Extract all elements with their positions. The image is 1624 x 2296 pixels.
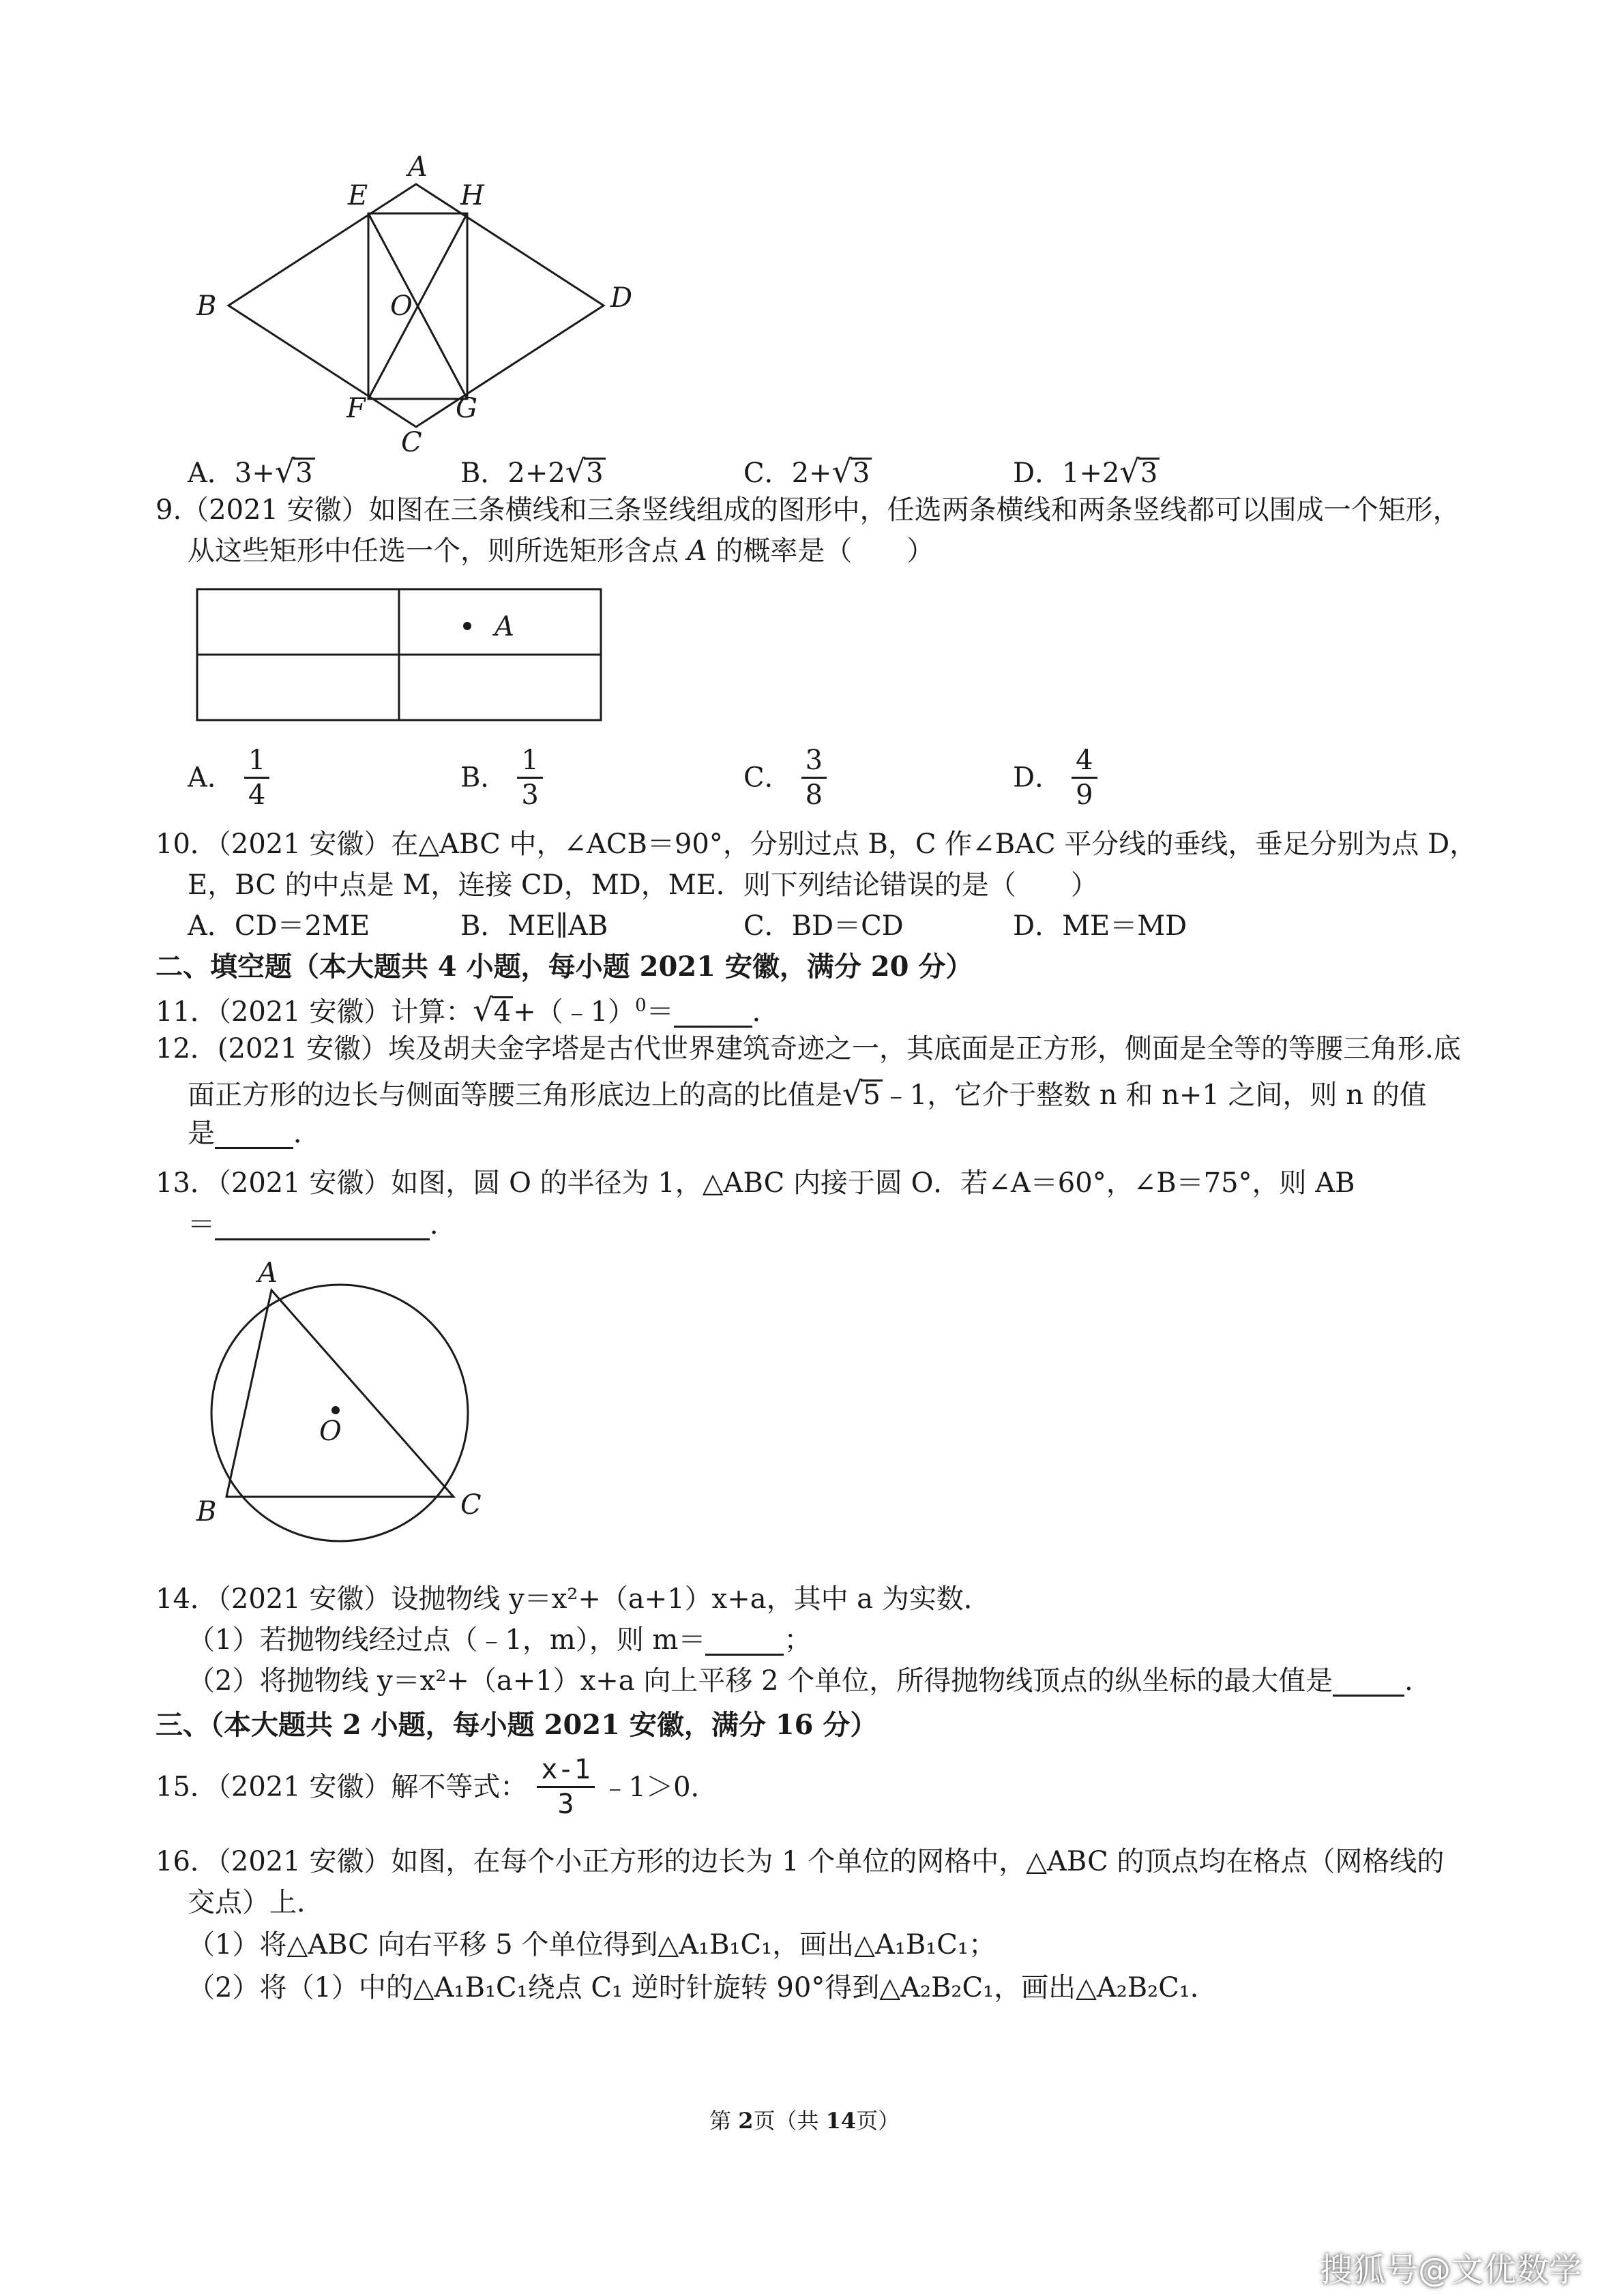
label-D: D — [610, 282, 633, 314]
q10-option-c: C．BD＝CD — [743, 910, 904, 942]
q12-stem-line1: 12．(2021 安徽）埃及胡夫金字塔是古代世界建筑奇迹之一，其底面是正方形，侧面是全等的等腰三角形.底 — [156, 1033, 1461, 1064]
q8-option-d: D．1+2√3 — [1013, 456, 1160, 487]
rhombus-figure — [184, 151, 675, 458]
q16-stem-line2: 交点）上． — [188, 1887, 324, 1918]
q9-option-b: B． $\frac{1}{3}$ — [460, 747, 543, 809]
q16-part2: （2）将（1）中的△A₁B₁C₁绕点 C₁ 逆时针旋转 90°得到△A₂B₂C₁，画出△A₂B₂C₁． — [188, 1972, 1217, 2003]
q12-answer-blank[interactable] — [215, 1120, 293, 1149]
q9-option-d: D． $\frac{4}{9}$ — [1013, 747, 1097, 809]
q12-stem-line3: 是 ． — [188, 1118, 321, 1149]
rhombus-outline — [228, 184, 604, 427]
q14-stem-line1: 14．（2021 安徽）设抛物线 y＝x²+（a+1）x+a，其中 a 为实数． — [156, 1583, 991, 1615]
section-2-heading: 二、填空题（本大题共 4 小题，每小题 2021 安徽，满分 20 分） — [156, 951, 973, 983]
q9-stem-line1: 9.（2021 安徽）如图在三条横线和三条竖线组成的图形中，任选两条横线和两条竖线都可以围成一个矩形， — [156, 494, 1460, 526]
q9-option-a: A． $\frac{1}{4}$ — [188, 747, 269, 809]
q9-stem-line2: 从这些矩形中任选一个，则所选矩形含点 A 的概率是（ ） — [188, 535, 934, 567]
q13-answer-blank[interactable] — [215, 1211, 430, 1240]
label-O: O — [390, 290, 413, 322]
label-G: G — [456, 393, 477, 424]
q16-part1: （1）将△ABC 向右平移 5 个单位得到△A₁B₁C₁，画出△A₁B₁C₁； — [188, 1929, 996, 1960]
label-B: B — [196, 1496, 217, 1527]
label-C: C — [401, 427, 422, 458]
q10-option-b: B．ME∥AB — [460, 910, 608, 942]
q8-option-b: B．2+2√3 — [460, 456, 606, 487]
q8-option-a: A．3+√3 — [188, 456, 315, 487]
q12-stem-line2: 面正方形的边长与侧面等腰三角形底边上的高的比值是√5﹣1，它介于整数 n 和 n+1 之间，则 n 的值 — [188, 1075, 1427, 1112]
watermark: 搜狐号@文优数学 — [1320, 2251, 1582, 2289]
label-B: B — [196, 290, 217, 322]
q10-stem-line2: E，BC 的中点是 M，连接 CD，MD，ME．则下列结论错误的是（ ） — [188, 869, 1098, 901]
q11-answer-blank[interactable] — [674, 998, 752, 1028]
label-O: O — [319, 1416, 342, 1447]
q16-stem-line1: 16．（2021 安徽）如图，在每个小正方形的边长为 1 个单位的网格中，△ABC 的顶点均在格点（网格线的 — [156, 1846, 1445, 1877]
label-C: C — [460, 1489, 482, 1521]
circle-figure — [184, 1257, 491, 1548]
q14-part2: （2）将抛物线 y＝x²+（a+1）x+a 向上平移 2 个单位，所得抛物线顶点的纵坐标的最大值是 ． — [188, 1665, 1432, 1697]
section-3-heading: 三、（本大题共 2 小题，每小题 2021 安徽，满分 16 分） — [156, 1709, 878, 1741]
q15-stem: 15．（2021 安徽）解不等式： $\frac{x-1}{3}$ ﹣1＞0． — [156, 1754, 718, 1820]
q8-option-c: C．2+√3 — [743, 456, 872, 487]
q11-stem: 11．（2021 安徽）计算：√4+（﹣1）$^0$＝ ． — [156, 992, 780, 1028]
q14-part1-blank[interactable] — [705, 1626, 784, 1656]
label-A: A — [258, 1257, 278, 1289]
q14-part2-blank[interactable] — [1333, 1667, 1404, 1697]
label-E: E — [348, 180, 368, 211]
page-footer: 第 2页（共 14页） — [709, 2108, 900, 2134]
q10-option-a: A．CD＝2ME — [188, 910, 370, 942]
center-o — [331, 1406, 340, 1414]
label-A: A — [408, 151, 428, 183]
q13-stem-line1: 13．（2021 安徽）如图，圆 O 的半径为 1，△ABC 内接于圆 O．若∠A＝60°，∠B＝75°，则 AB — [156, 1167, 1355, 1199]
q10-stem-line1: 10．（2021 安徽）在△ABC 中，∠ACB＝90°，分别过点 B，C 作∠BAC 平分线的垂线，垂足分别为点 D， — [156, 829, 1477, 860]
label-point-a: A — [494, 611, 514, 642]
label-H: H — [460, 180, 484, 211]
q10-option-d: D．ME＝MD — [1013, 910, 1187, 942]
q9-option-c: C． $\frac{3}{8}$ — [743, 747, 827, 809]
grid-figure — [194, 586, 604, 723]
q13-stem-line2: ＝ ． — [188, 1209, 457, 1240]
q14-part1: （1）若抛物线经过点（﹣1，m），则 m＝ ； — [188, 1624, 812, 1656]
point-a — [463, 622, 471, 630]
label-F: F — [346, 393, 366, 424]
